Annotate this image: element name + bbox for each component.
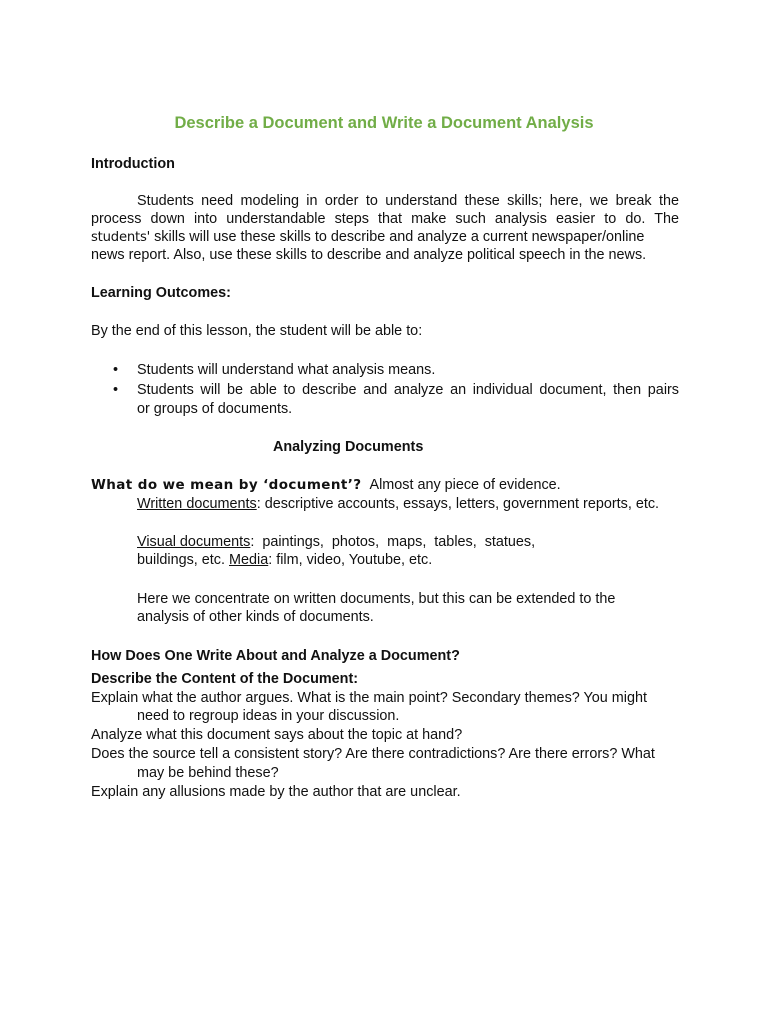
intro-line-1: Students need modeling in order to understand these skills; here, we break the bbox=[137, 193, 679, 209]
intro-line-4: news report. Also, use these skills to describe and analyze political speech in the news. bbox=[91, 247, 647, 263]
visual-documents-label: Visual documents bbox=[137, 534, 251, 550]
learning-outcomes-heading: Learning Outcomes: bbox=[91, 285, 231, 301]
written-documents-label: Written documents bbox=[137, 496, 257, 512]
document-question: What do we mean by ‘document’? bbox=[91, 477, 362, 493]
describe-content-subheading: Describe the Content of the Document: bbox=[91, 671, 359, 687]
analyzing-documents-heading: Analyzing Documents bbox=[273, 439, 424, 455]
document-answer: Almost any piece of evidence. bbox=[369, 477, 561, 493]
bullet-marker: • bbox=[113, 362, 119, 378]
media-text: : film, video, Youtube, etc. bbox=[268, 552, 433, 568]
intro-line-3 bbox=[91, 228, 644, 247]
how-to-heading: How Does One Write About and Analyze a Document? bbox=[91, 648, 460, 664]
note-line-1: Here we concentrate on written documents, but this can be extended to the bbox=[137, 591, 616, 607]
bullet-item-2-line-2: or groups of documents. bbox=[137, 401, 293, 417]
intro-students-word: students' bbox=[91, 230, 151, 245]
intro-line-3-rest: skills will use these skills to describe and analyze a current newspaper/online bbox=[150, 229, 645, 245]
learning-outcomes-lead: By the end of this lesson, the student will be able to: bbox=[91, 323, 423, 339]
written-documents-text: : descriptive accounts, essays, letters, government reports, etc. bbox=[256, 496, 660, 512]
written-documents-line bbox=[137, 495, 659, 514]
introduction-heading: Introduction bbox=[91, 156, 175, 172]
how-to-p2: Analyze what this document says about the topic at hand? bbox=[91, 727, 463, 743]
how-to-p3-line-1: Does the source tell a consistent story? Are there contradictions? Are there errors? What bbox=[91, 746, 655, 762]
how-to-p4: Explain any allusions made by the author that are unclear. bbox=[91, 784, 461, 800]
visual-documents-text: : paintings, photos, maps, tables, statues, bbox=[250, 534, 536, 550]
note-line-2: analysis of other kinds of documents. bbox=[137, 609, 374, 625]
how-to-p3-line-2: may be behind these? bbox=[137, 765, 279, 781]
page-title: Describe a Document and Write a Document Analysis bbox=[174, 114, 594, 132]
media-label: Media bbox=[229, 552, 269, 568]
visual-documents-continued: buildings, etc. bbox=[137, 552, 229, 568]
bullet-marker: • bbox=[113, 382, 119, 398]
intro-line-2: process down into understandable steps that make such analysis easier to do. The bbox=[91, 211, 679, 227]
visual-documents-line-2 bbox=[137, 551, 432, 570]
visual-documents-line bbox=[137, 533, 535, 552]
bullet-item-2-line-1: Students will be able to describe and analyze an individual document, then pairs bbox=[137, 382, 679, 398]
how-to-p1-line-2: need to regroup ideas in your discussion. bbox=[137, 708, 400, 724]
document-definition bbox=[91, 476, 561, 495]
bullet-item-1: Students will understand what analysis means. bbox=[137, 362, 436, 378]
how-to-p1-line-1: Explain what the author argues. What is the main point? Secondary themes? You might bbox=[91, 690, 647, 706]
